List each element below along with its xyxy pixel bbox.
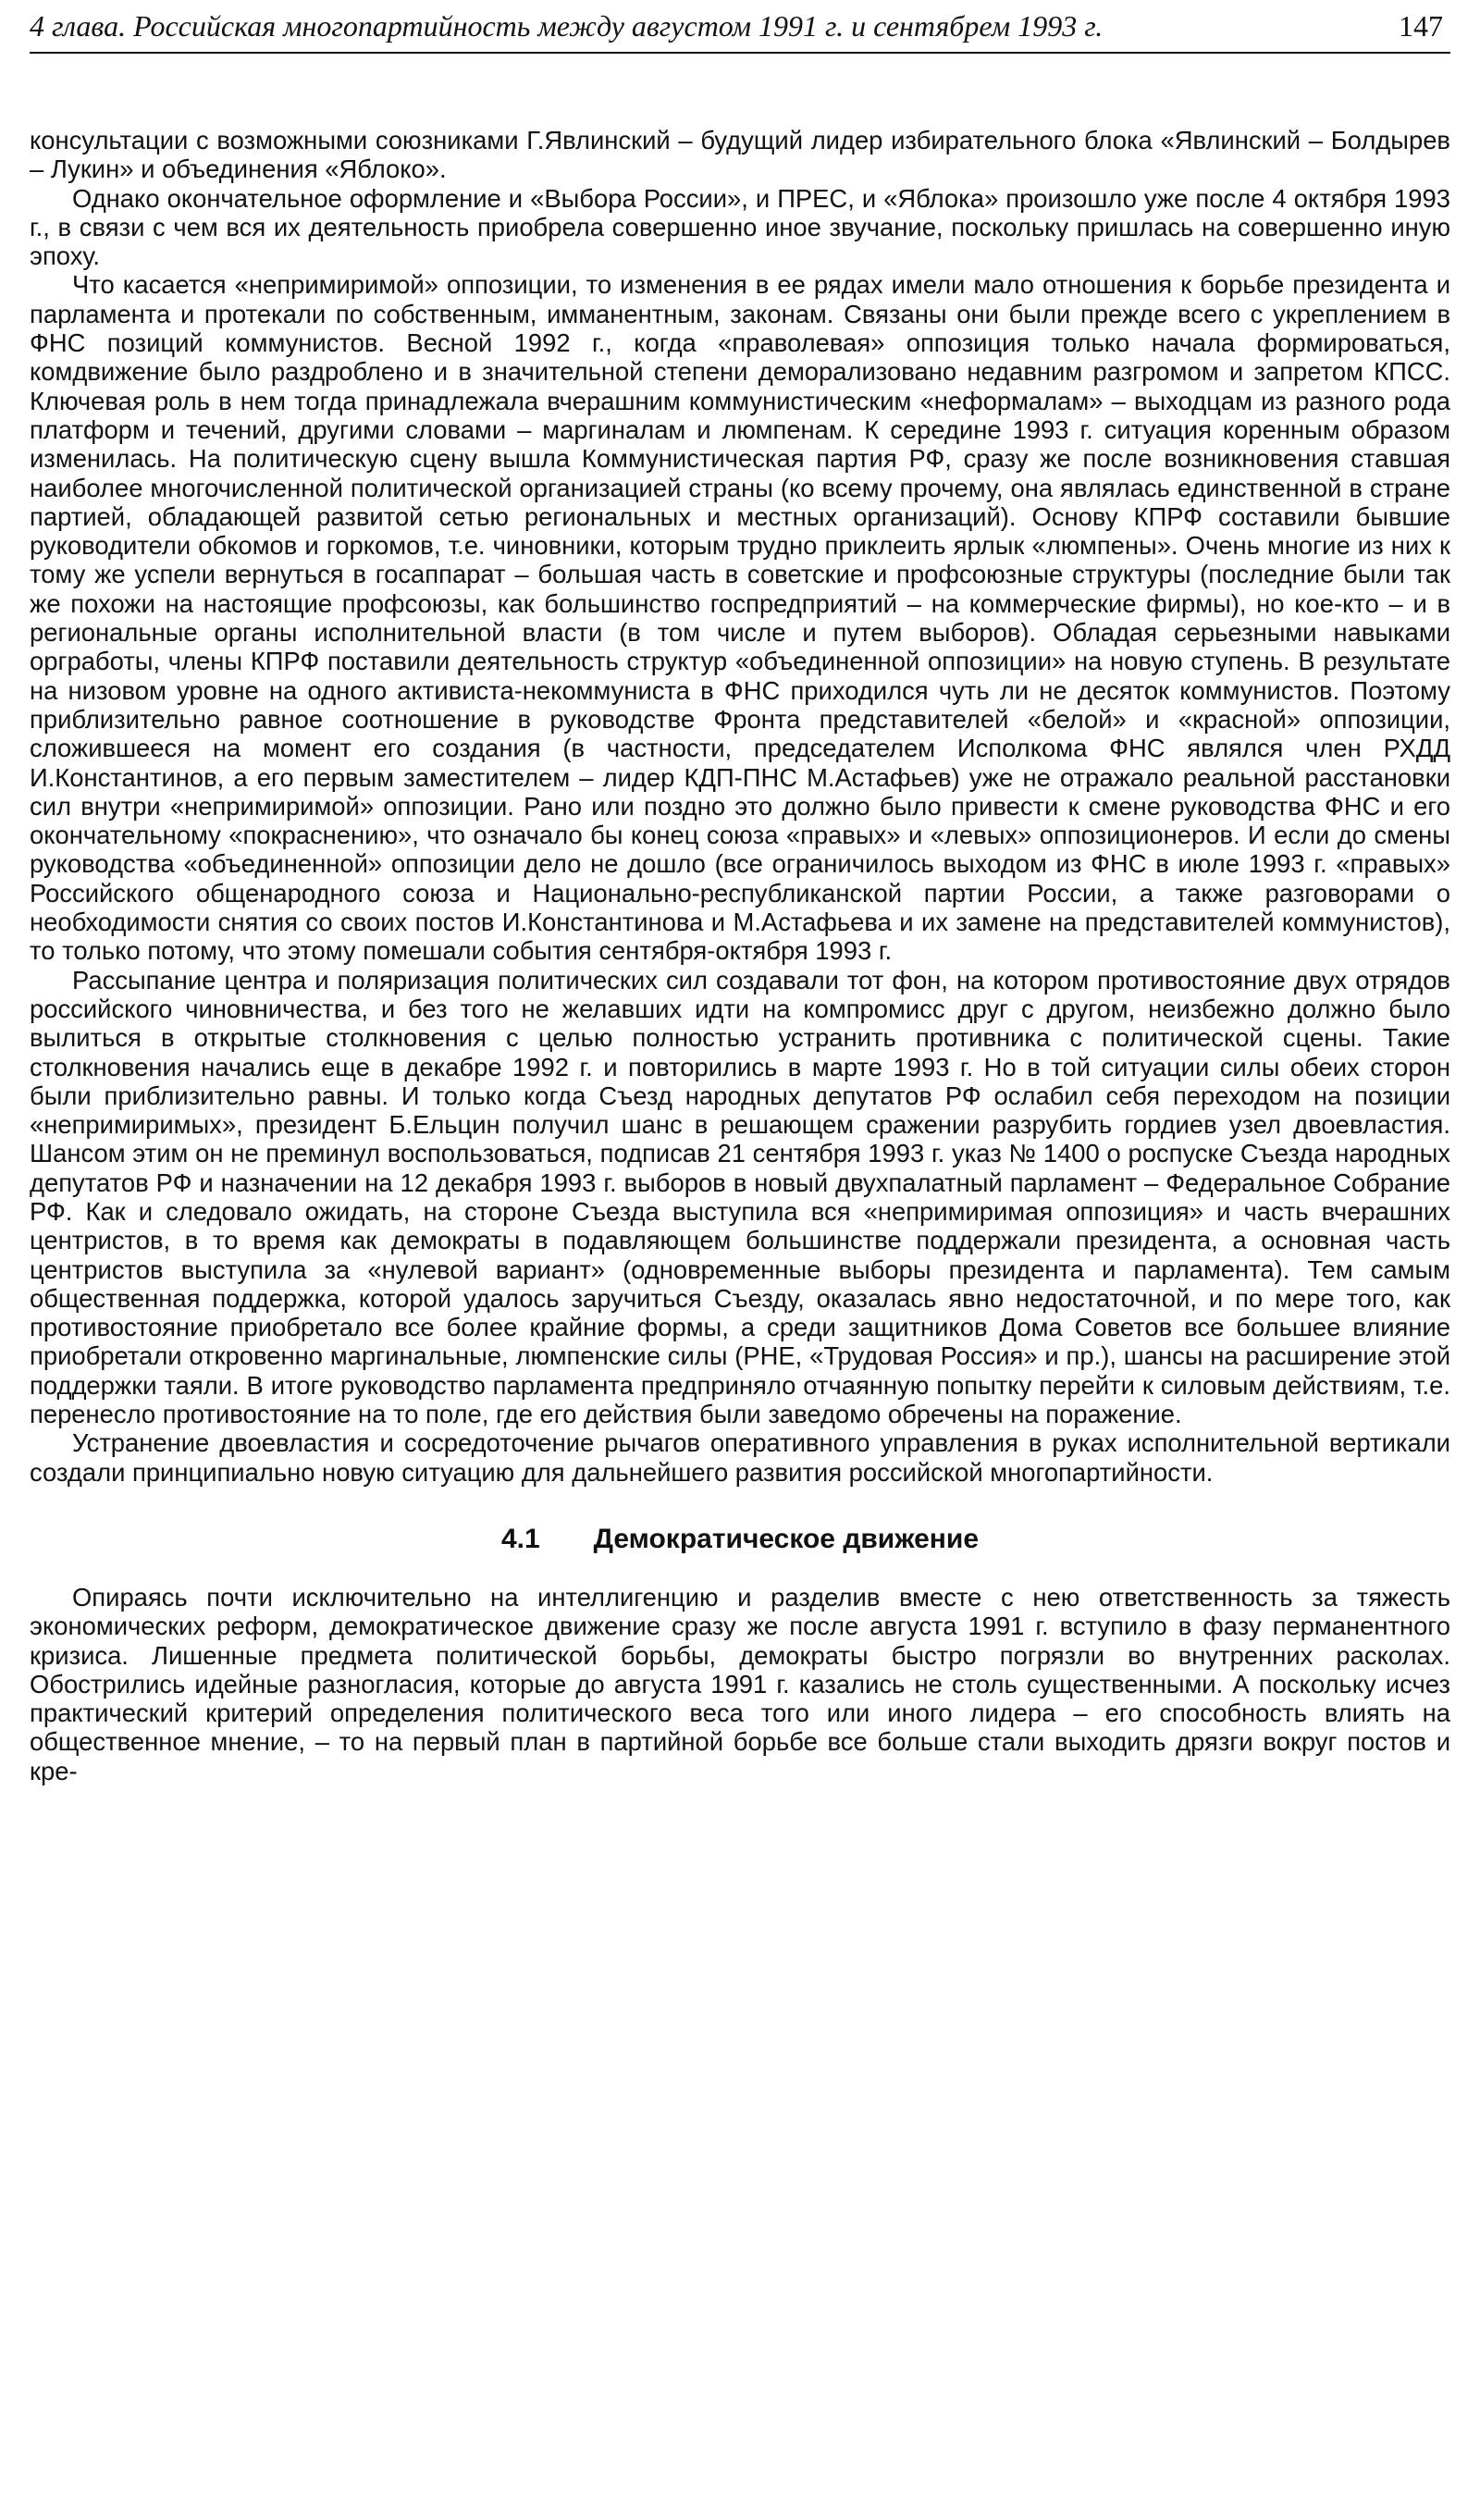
page-number: 147: [1399, 9, 1443, 43]
chapter-title: 4 глава. Российская многопартийность между августом 1991 г. и сентябрем 1993 г.: [30, 9, 1104, 43]
book-page: [30, 0, 1450, 1785]
paragraph: Опираясь почти исключительно на интеллигенцию и разделив вместе с нею ответственность за тяжесть экономических реформ, демократическое движение сразу же после августа 1991 г. вступило в фазу перманентного кризиса. Лишенные предмета политической борьбы, демократы быстро погрязли во внутренних расколах. Обострились идейные разногласия, которые до августа 1991 г. казались не столь существенными. А поскольку исчез практический критерий определения политического веса того или иного лидера – его способность влиять на общественное мнение, – то на первый план в партийной борьбе все больше стали выходить дрязги вокруг постов и кре-: [30, 1582, 1450, 1785]
paragraph-continuation: консультации с возможными союзниками Г.Явлинский – будущий лидер избирательного блока «Явлинский – Болдырев – Лукин» и объединения «Яблоко».: [30, 126, 1450, 184]
section-number: 4.1: [500, 1523, 540, 1554]
paragraph: Что касается «непримиримой» оппозиции, то изменения в ее рядах имели мало отношения к борьбе президента и парламента и протекали по собственным, имманентным, законам. Связаны они были прежде всего с укреплением в ФНС позиций коммунистов. Весной 1992 г., когда «праволевая» оппозиция только начала формироваться, комдвижение было раздроблено и в значительной степени деморализовано недавним разгромом и запретом КПСС. Ключевая роль в нем тогда принадлежала вчерашним коммунистическим «неформалам» – выходцам из разного рода платформ и течений, другими словами – маргиналам и люмпенам. К середине 1993 г. ситуация коренным образом изменилась. На политическую сцену вышла Коммунистическая партия РФ, сразу же после возникновения ставшая наиболее многочисленной политической организацией страны (ко всему прочему, она являлась единственной в стране партией, обладающей развитой сетью региональных и местных организаций). Основу КПРФ составили бывшие руководители обкомов и горкомов, т.е. чиновники, которым трудно приклеить ярлык «люмпены». Очень многие из них к тому же успели вернуться в госаппарат – большая часть в советские и профсоюзные структуры (последние были так же похожи на настоящие профсоюзы, как большинство госпредприятий – на коммерческие фирмы), но кое-кто – и в региональные органы исполнительной власти (в том числе и путем выборов). Обладая серьезными навыками оргработы, члены КПРФ поставили деятельность структур «объединенной оппозиции» на новую ступень. В результате на низовом уровне на одного активиста-некоммуниста в ФНС приходился чуть ли не десяток коммунистов. Поэтому приблизительно равное соотношение в руководстве Фронта представителей «белой» и «красной» оппозиции, сложившееся на момент его создания (в частности, председателем Исполкома ФНС являлся член РХДД И.Константинов, а его первым заместителем – лидер КДП-ПНС М.Астафьев) уже не отражало реальной расстановки сил внутри «непримиримой» оппозиции. Рано или поздно это должно было привести к смене руководства ФНС и его окончательному «покраснению», что означало бы конец союза «правых» и «левых» оппозиционеров. И если до смены руководства «объединенной» оппозиции дело не дошло (все ограничилось выходом из ФНС в июле 1993 г. «правых» Российского общенародного союза и Национально-республиканской партии России, а также разговорами о необходимости снятия со своих постов И.Константинова и М.Астафьева и их замене на представителей коммунистов), то только потому, что этому помешали события сентября-октября 1993 г.: [30, 270, 1450, 966]
running-header: [30, 0, 1450, 54]
section-heading: [30, 1524, 1450, 1555]
body-text: [30, 126, 1450, 1785]
paragraph: Устранение двоевластия и сосредоточение рычагов оперативного управления в руках исполнительной вертикали создали принципиально новую ситуацию для дальнейшего развития российской многопартийности.: [30, 1428, 1450, 1487]
paragraph: Рассыпание центра и поляризация политических сил создавали тот фон, на котором противостояние двух отрядов российского чиновничества, и без того не желавших идти на компромисс друг с другом, неизбежно должно было вылиться в открытые столкновения с целью полностью устранить противника с политической сцены. Такие столкновения начались еще в декабре 1992 г. и повторились в марте 1993 г. Но в той ситуации силы обеих сторон были приблизительно равны. И только когда Съезд народных депутатов РФ ослабил себя переходом на позиции «непримиримых», президент Б.Ельцин получил шанс в решающем сражении разрубить гордиев узел двоевластия. Шансом этим он не преминул воспользоваться, подписав 21 сентября 1993 г. указ № 1400 о роспуске Съезда народных депутатов РФ и назначении на 12 декабря 1993 г. выборов в новый двухпалатный парламент – Федеральное Собрание РФ. Как и следовало ожидать, на стороне Съезда выступила вся «непримиримая оппозиция» и часть вчерашних центристов, в то время как демократы в подавляющем большинстве поддержали президента, а основная часть центристов выступила за «нулевой вариант» (одновременные выборы президента и парламента). Тем самым общественная поддержка, которой удалось заручиться Съезду, оказалась явно недостаточной, и по мере того, как противостояние приобретало все более крайние формы, а среди защитников Дома Советов все большее влияние приобретали откровенно маргинальные, люмпенские силы (РНЕ, «Трудовая Россия» и пр.), шансы на расширение этой поддержки таяли. В итоге руководство парламента предприняло отчаянную попытку перейти к силовым действиям, т.е. перенесло противостояние на то поле, где его действия были заведомо обречены на поражение.: [30, 965, 1450, 1429]
paragraph: Однако окончательное оформление и «Выбора России», и ПРЕС, и «Яблока» произошло уже после 4 октября 1993 г., в связи с чем вся их деятельность приобрела совершенно иное звучание, поскольку пришлась на совершенно иную эпоху.: [30, 183, 1450, 271]
section-title: Демократическое движение: [593, 1523, 980, 1554]
